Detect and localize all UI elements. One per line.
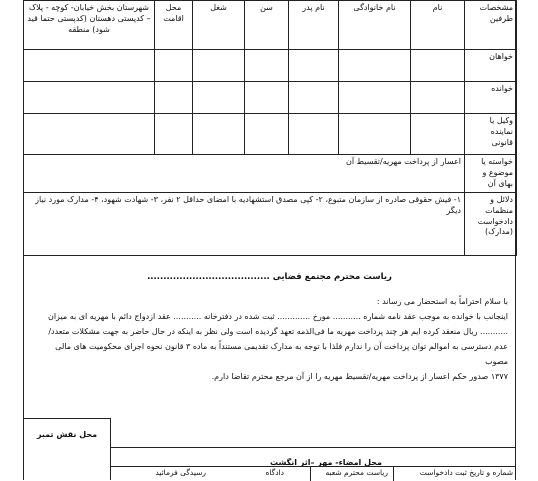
cell[interactable] — [339, 114, 411, 155]
letter-title: ریاست محترم مجتمع قضایی ...................................... — [147, 272, 392, 282]
letter-body — [30, 294, 508, 384]
table-row-plaintiff — [24, 50, 517, 82]
cell[interactable] — [289, 114, 339, 155]
letter-line: ........... ریال منعقد کرده ایم هر چند پرداخت مهریه ما فی‌الذمه تعهد گردیده است ولی نظر به اینکه در حال حاضر به جهت مشکلات متعدد/ — [48, 327, 508, 336]
cell[interactable] — [411, 50, 465, 82]
cell[interactable] — [411, 114, 465, 155]
cell[interactable] — [155, 114, 193, 155]
cell[interactable] — [155, 50, 193, 82]
cell[interactable] — [193, 114, 245, 155]
table-row-subject — [24, 155, 517, 193]
table-row-attorney — [24, 114, 517, 155]
stamp-box — [23, 418, 111, 480]
registration-number-label: شماره و تاریخ ثبت دادخواست — [419, 468, 513, 477]
header-family: نام خانوادگی — [339, 1, 411, 50]
row-label-attorney: وکیل یا نماینده قانونی — [465, 114, 517, 155]
header-father: نام پدر — [289, 1, 339, 50]
table-row-defendant — [24, 82, 517, 114]
evidence-value: ۱- فیش حقوقی صادره از سازمان متبوع، ۲- کپی مصدق استشهادیه با امضای حداقل ۲ نفر، ۳- شهادت شهود، ۴- مدارک مورد نیاز دیگر — [24, 193, 465, 256]
stamp-label: محل نقش تمبر — [36, 430, 98, 439]
evidence-label: دلائل و منظمات دادخواست (مدارک) — [465, 193, 517, 256]
cell[interactable] — [24, 50, 155, 82]
letter-line: عدم دسترسی به اموالم توان پرداخت آن را ندارم فلذا با توجه به مدارک تقدیمی مستنداً به ماده ۳ قانون نحوه اجرای محکومیت های مالی مصوب — [55, 342, 508, 366]
cell[interactable] — [193, 50, 245, 82]
header-specs: مشخصات طرفین — [465, 1, 517, 50]
review-label: رسیدگی فرمائید — [155, 468, 206, 477]
header-age: سن — [245, 1, 289, 50]
cell[interactable] — [193, 82, 245, 114]
subject-value: اعسار از پرداخت مهریه/تقسیط آن — [24, 155, 465, 193]
cell[interactable] — [339, 82, 411, 114]
divider — [393, 467, 394, 481]
registration-row — [111, 466, 516, 480]
cell[interactable] — [24, 82, 155, 114]
header-address: شهرستان بخش خیابان- کوچه - پلاک – کدپستی دهستان (کدپستی حتما قید شود) منطقه — [24, 1, 155, 50]
header-name: نام — [411, 1, 465, 50]
cell[interactable] — [245, 50, 289, 82]
header-residence: محل اقامت — [155, 1, 193, 50]
row-label-plaintiff: خواهان — [465, 50, 517, 82]
cell[interactable] — [339, 50, 411, 82]
header-job: شغل — [193, 1, 245, 50]
table-header-row — [24, 1, 517, 50]
letter-greeting: با سلام احتراماً به استحضار می رساند : — [376, 297, 508, 306]
branch-head-label: ریاست محترم شعبه — [325, 468, 388, 477]
cell[interactable] — [289, 82, 339, 114]
parties-table — [23, 0, 517, 256]
signature-label: محل امضاء- مهر –اثر انگشت — [270, 458, 382, 467]
divider — [310, 467, 311, 481]
divider — [111, 447, 516, 448]
subject-label: خواسته یا موضوع و بهای آن — [465, 155, 517, 193]
cell[interactable] — [245, 114, 289, 155]
table-row-evidence — [24, 193, 517, 256]
letter-line: ۱۳۷۷ صدور حکم اعسار از پرداخت مهریه/تقسیط مهریه را از آن مرجع محترم تقاضا دارم. — [211, 372, 508, 381]
court-label: دادگاه — [265, 468, 284, 477]
row-label-defendant: خوانده — [465, 82, 517, 114]
cell[interactable] — [155, 82, 193, 114]
letter-line: اینجانب با خوانده به موجب عقد نامه شماره ........... مورخ ............. ثبت شده در دفترخانه ........... عقد ازدواج دائم با مهریه ای به میزان — [47, 312, 508, 321]
cell[interactable] — [411, 82, 465, 114]
cell[interactable] — [289, 50, 339, 82]
cell[interactable] — [24, 114, 155, 155]
cell[interactable] — [245, 82, 289, 114]
